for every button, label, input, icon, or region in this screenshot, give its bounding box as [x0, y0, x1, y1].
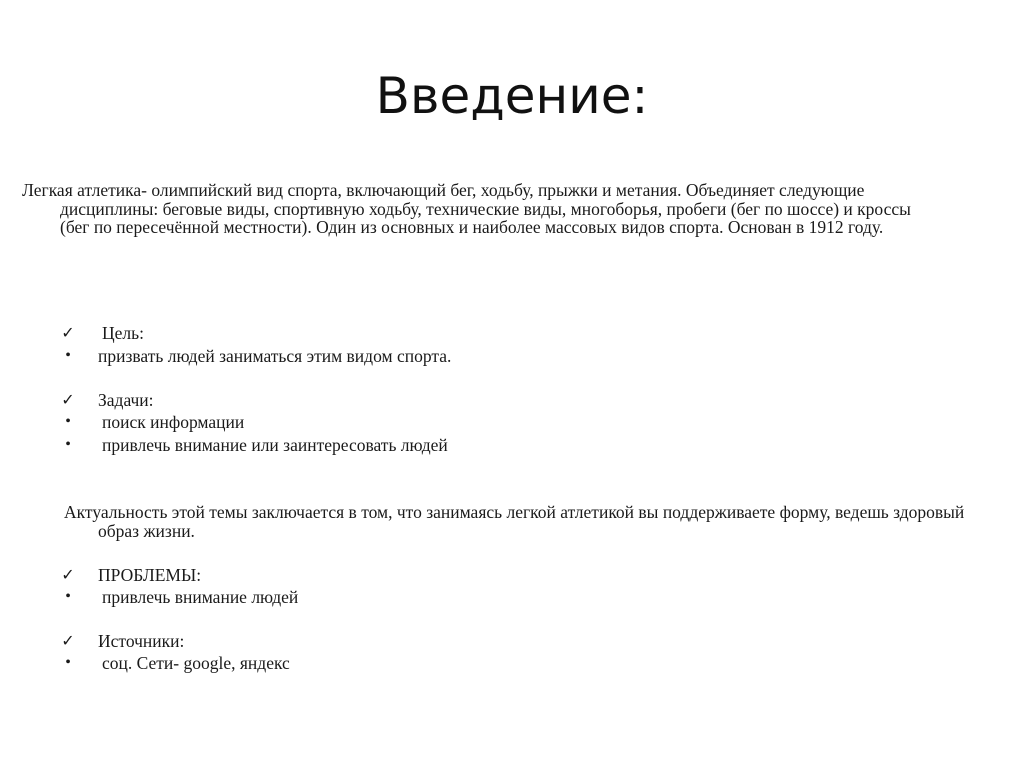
sources-heading: Источники: [98, 631, 185, 651]
bullet-icon: • [65, 588, 71, 605]
bullet-icon: • [65, 654, 71, 671]
relevance-paragraph: Актуальность этой темы заключается в том, что занимаясь легкой атлетикой вы поддерживаете форму, ведешь здоровый образ жизни. [64, 502, 965, 541]
bullet-icon: • [65, 413, 71, 430]
tasks-heading: Задачи: [98, 390, 154, 410]
check-icon: ✓ [61, 631, 75, 650]
sources-item: соц. Сети- google, яндекс [102, 653, 290, 673]
intro-paragraph: Легкая атлетика- олимпийский вид спорта, включающий бег, ходьбу, прыжки и метания. Объединяет следующие дисциплины: беговые виды, спортивную ходьбу, технические виды, многоборья, пробеги (бег по шоссе) и кроссы (бег по пересечённой местности). Один из основных и наиболее массовых видов спорта. Основан в 1912 году. [22, 180, 911, 237]
goal-item: призвать людей заниматься этим видом спорта. [98, 346, 452, 366]
bullet-icon: • [65, 436, 71, 453]
problems-heading: ПРОБЛЕМЫ: [98, 565, 202, 585]
tasks-item: привлечь внимание или заинтересовать людей [102, 435, 448, 455]
problems-item: привлечь внимание людей [102, 587, 299, 607]
slide-title: Введение: [375, 67, 649, 125]
check-icon: ✓ [61, 565, 75, 584]
check-icon: ✓ [61, 390, 75, 409]
bullet-icon: • [65, 347, 71, 364]
check-icon: ✓ [61, 323, 75, 342]
tasks-item: поиск информации [102, 412, 245, 432]
goal-heading: Цель: [102, 323, 144, 343]
